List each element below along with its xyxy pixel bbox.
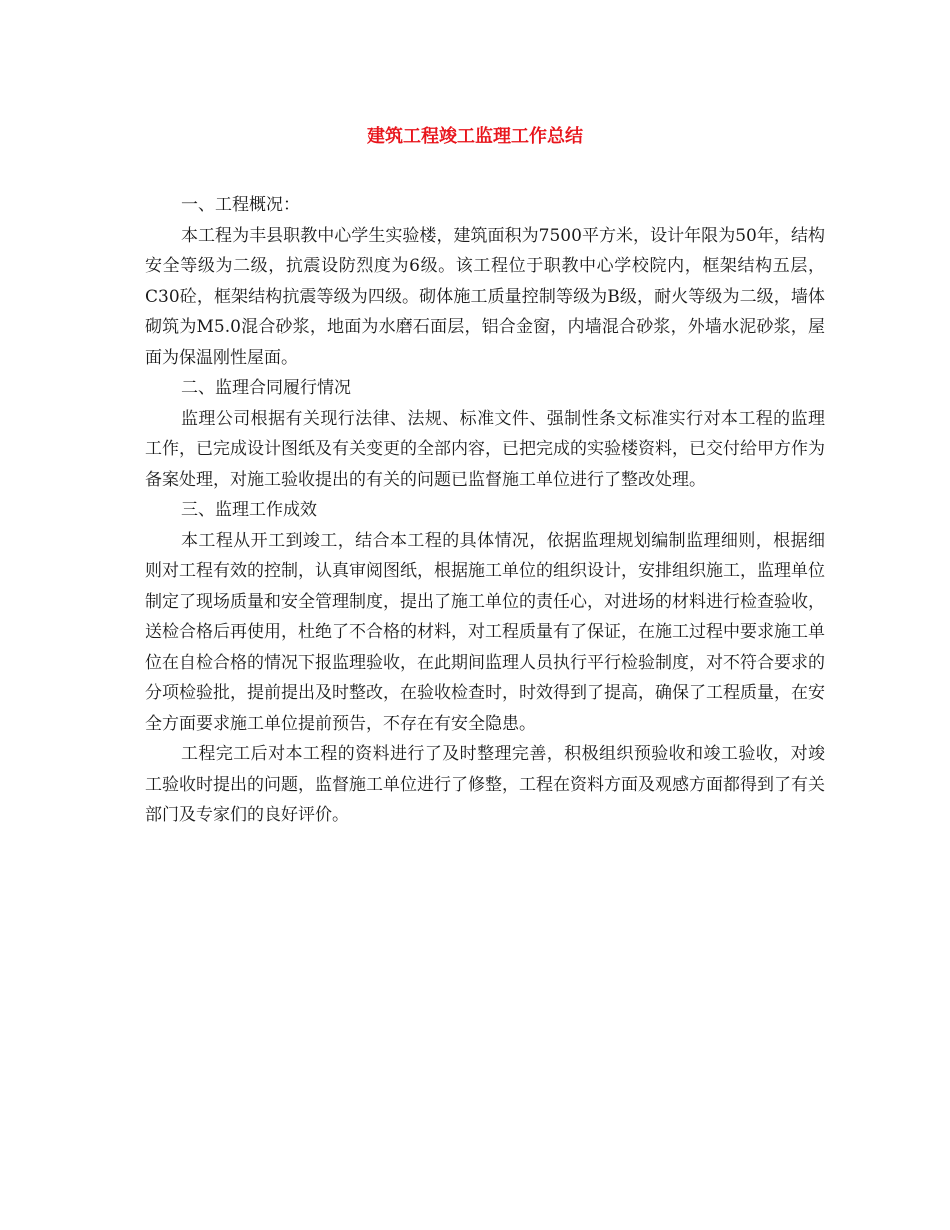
paragraph-completion: 工程完工后对本工程的资料进行了及时整理完善，积极组织预验收和竣工验收，对竣工验收时提出的问题，监督施工单位进行了修整，工程在资料方面及观感方面都得到了有关部门及专家们的良好评价。 — [145, 744, 825, 825]
paragraph-overview: 本工程为丰县职教中心学生实验楼，建筑面积为7500平方米，设计年限为50年，结构安全等级为二级，抗震设防烈度为6级。该工程位于职教中心学校院内，框架结构五层，C30砼，框架结构抗震等级为四级。砌体施工质量控制等级为B级，耐火等级为二级，墙体砌筑为M5.0混合砂浆，地面为水磨石面层，铝合金窗，内墙混合砂浆，外墙水泥砂浆，屋面为保温刚性屋面。 — [145, 225, 825, 368]
section-heading-results: 三、监理工作成效 — [181, 500, 317, 520]
section-heading-overview: 一、工程概况： — [181, 195, 300, 215]
document-body — [145, 190, 825, 831]
paragraph-results: 本工程从开工到竣工，结合本工程的具体情况，依据监理规划编制监理细则，根据细则对工程有效的控制，认真审阅图纸，根据施工单位的组织设计，安排组织施工，监理单位制定了现场质量和安全管理制度，提出了施工单位的责任心，对进场的材料进行检查验收，送检合格后再使用，杜绝了不合格的材料，对工程质量有了保证，在施工过程中要求施工单位在自检合格的情况下报监理验收，在此期间监理人员执行平行检验制度，对不符合要求的分项检验批，提前提出及时整改，在验收检查时，时效得到了提高，确保了工程质量，在安全方面要求施工单位提前预告，不存在有安全隐患。 — [145, 530, 825, 734]
paragraph-contract: 监理公司根据有关现行法律、法规、标准文件、强制性条文标准实行对本工程的监理工作，已完成设计图纸及有关变更的全部内容，已把完成的实验楼资料，已交付给甲方作为备案处理，对施工验收提出的有关的问题已监督施工单位进行了整改处理。 — [145, 408, 825, 490]
document-title: 建筑工程竣工监理工作总结 — [367, 126, 583, 147]
section-heading-contract: 二、监理合同履行情况 — [181, 378, 351, 398]
